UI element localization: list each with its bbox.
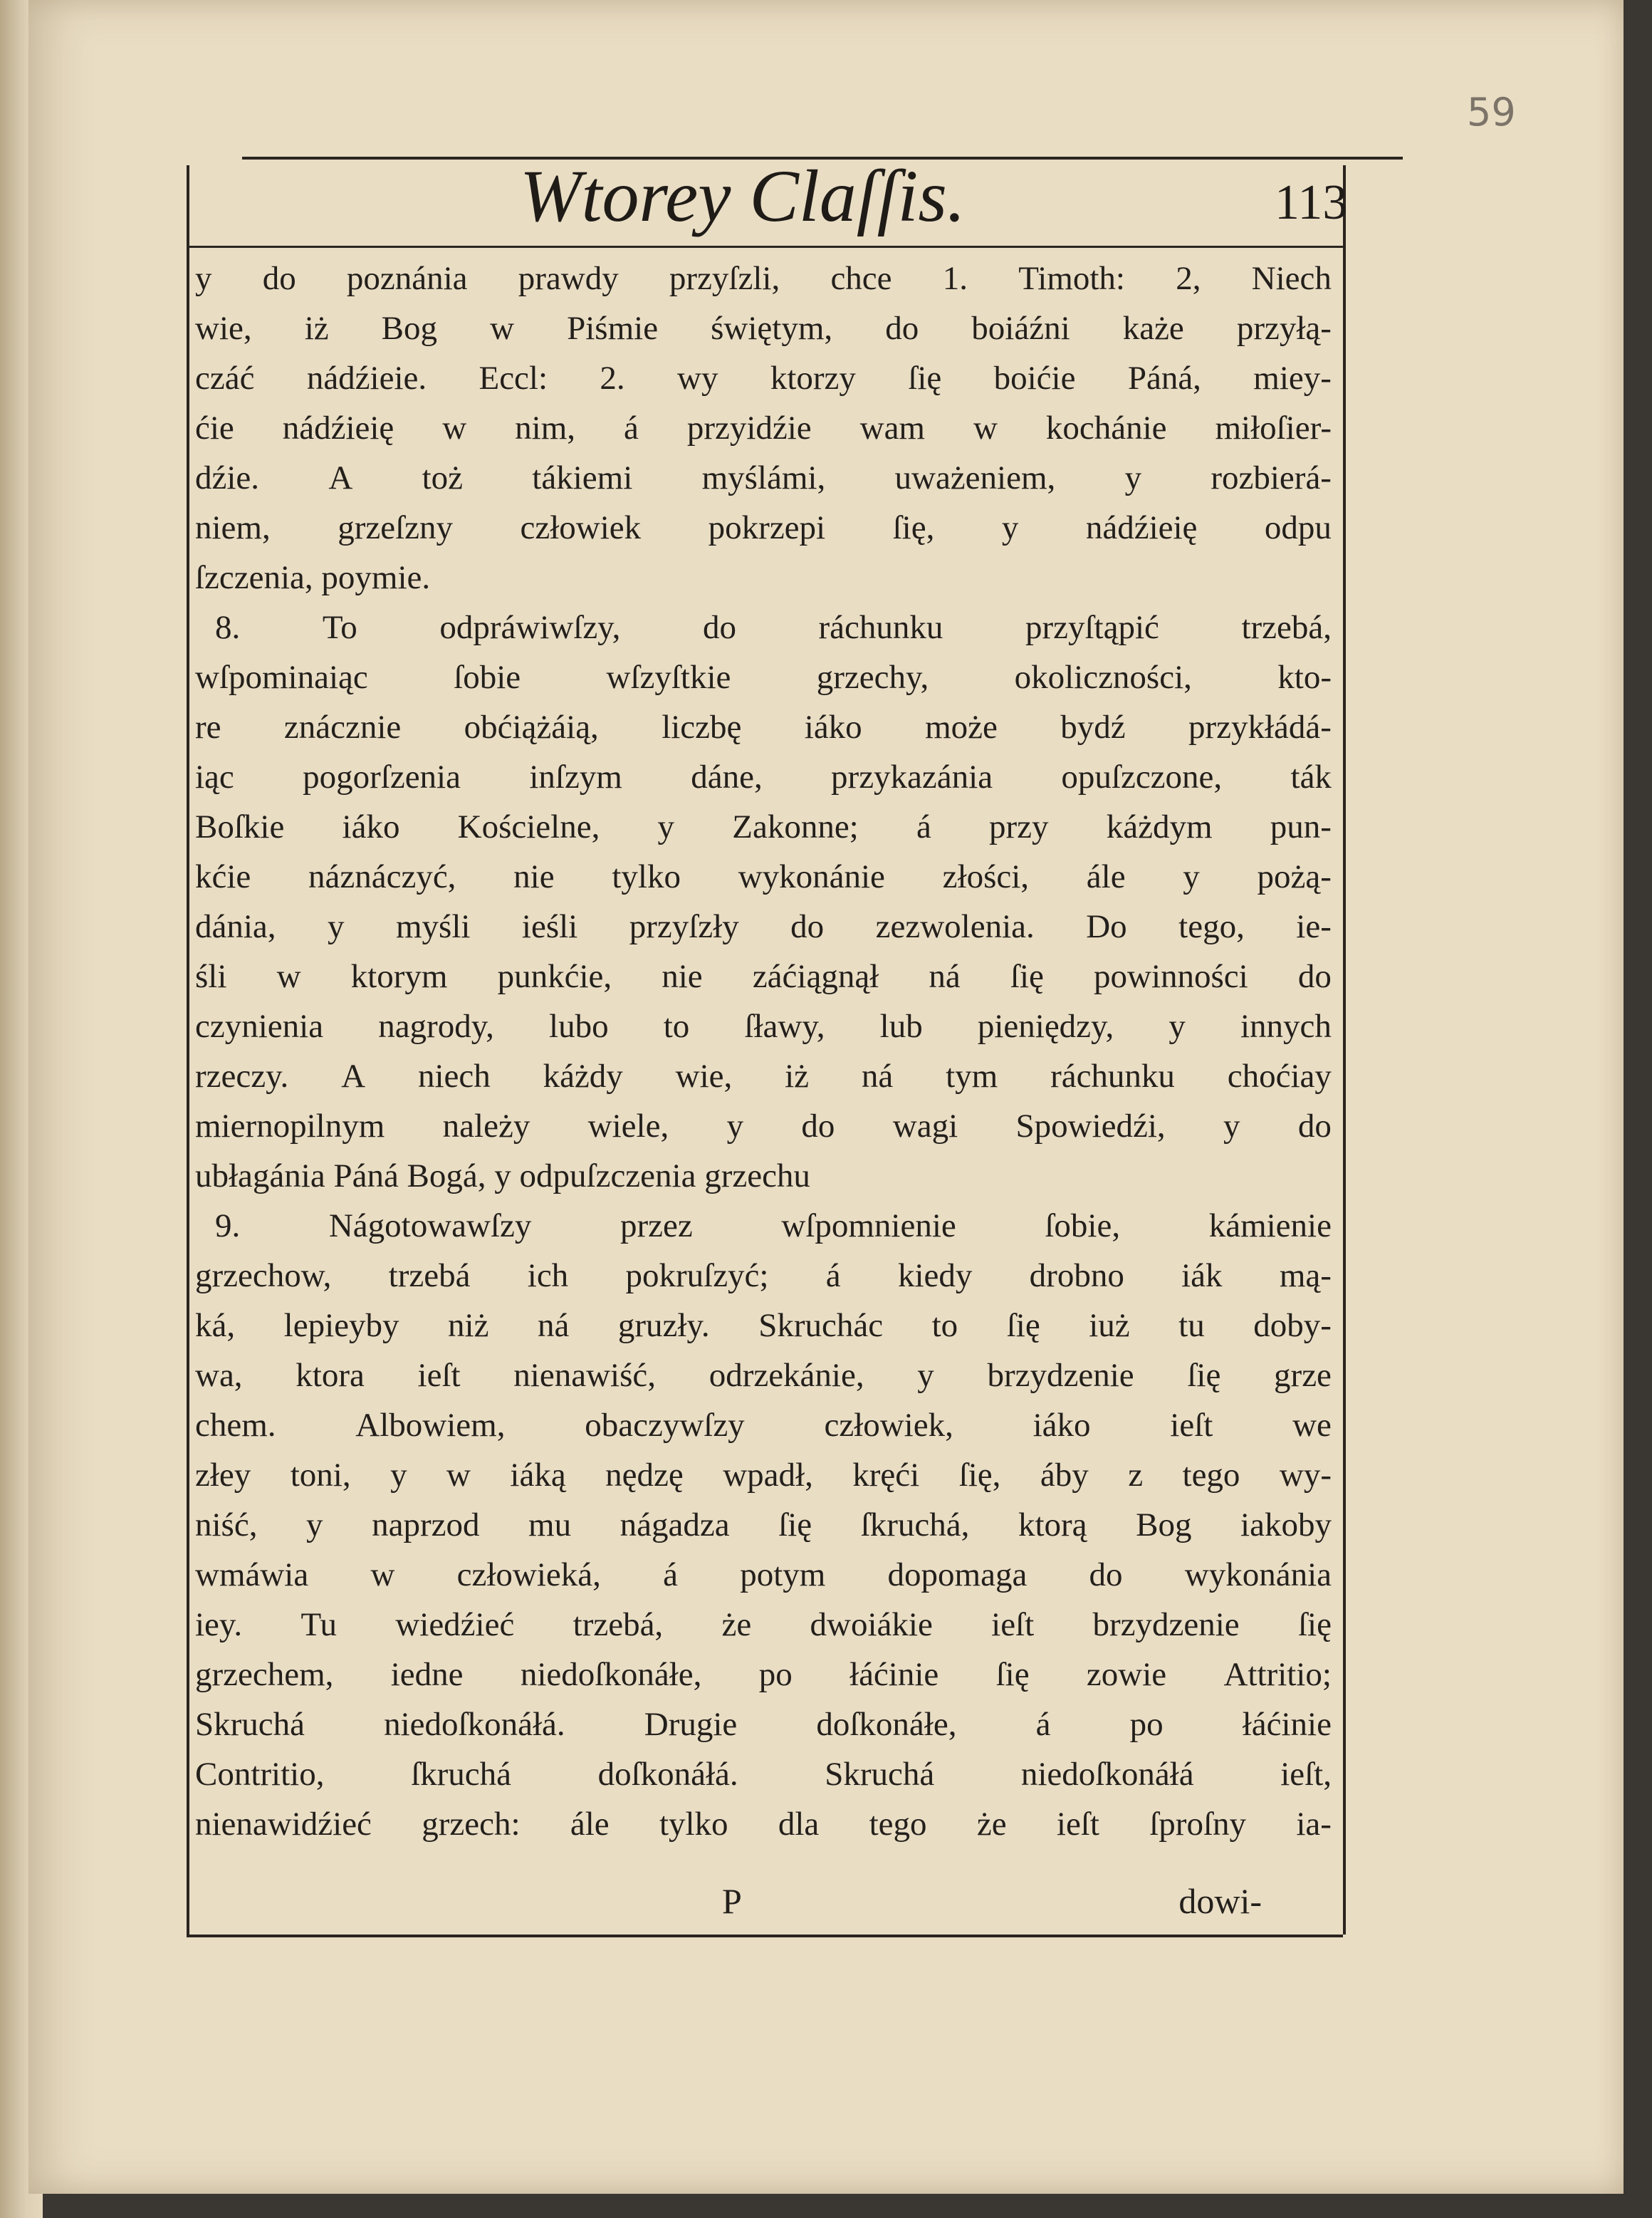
text-line: Skruchá niedoſkonáłá. Drugie doſkonáłe, á po łáćinie — [195, 1706, 1332, 1743]
text-line: niem, grzeſzny człowiek pokrzepi ſię, y nádźieię odpu — [195, 509, 1332, 546]
text-line: re znácznie obćiążáią, liczbę iáko może bydź przykłádá- — [195, 709, 1332, 746]
text-line: wmáwia w człowieká, á potym dopomaga do wykonánia — [195, 1556, 1332, 1593]
text-line: ſzczenia, poymie. — [195, 559, 431, 596]
catchword: dowi- — [1178, 1881, 1262, 1921]
text-line: wa, ktora ieſt nienawiść, odrzekánie, y brzydzenie ſię grze — [195, 1357, 1332, 1394]
title-underline-rule — [187, 246, 1343, 248]
text-line: niść, y naprzod mu nágadza ſię ſkruchá, ktorą Bog iakoby — [195, 1506, 1332, 1543]
signature-mark: P — [722, 1881, 742, 1921]
footer-rule — [187, 1935, 1343, 1937]
text-line: grzechem, iedne niedoſkonáłe, po łáćinie ſię zowie Attritio; — [195, 1656, 1332, 1693]
text-line: chem. Albowiem, obaczywſzy człowiek, iáko ieſt we — [195, 1407, 1332, 1444]
page-footer — [187, 1880, 1340, 1930]
text-line: czynienia nagrody, lubo to ſławy, lub pieniędzy, y innych — [195, 1008, 1332, 1045]
text-line: 9. Nágotowawſzy przez wſpomnienie ſobie, kámienie — [215, 1207, 1332, 1244]
text-line: czáć nádźieie. Eccl: 2. wy ktorzy ſię boićie Páná, miey- — [195, 360, 1332, 397]
text-line: 8. To odpráwiwſzy, do ráchunku przyſtąpić trzebá, — [215, 609, 1332, 646]
body-text — [187, 254, 1340, 1849]
page-number: 113 — [1275, 175, 1348, 230]
text-line: ká, lepieyby niż ná gruzły. Skruchác to ſię iuż tu doby- — [195, 1307, 1332, 1344]
archive-folio-mark: 59 — [1467, 90, 1516, 135]
text-line: wie, iż Bog w Piśmie świętym, do boiáźni każe przyłą- — [195, 310, 1332, 347]
text-line: y do poznánia prawdy przyſzli, chce 1. Timoth: 2, Niech — [195, 260, 1332, 297]
text-line: iąc pogorſzenia inſzym dáne, przykazánia opuſzczone, ták — [195, 759, 1332, 796]
text-line: dánia, y myśli ieśli przyſzły do zezwolenia. Do tego, ie- — [195, 908, 1332, 945]
text-line: ubłagánia Páná Bogá, y odpuſzczenia grzechu — [195, 1157, 810, 1194]
text-line: złey toni, y w iáką nędzę wpadł, kręći ſię, áby z tego wy- — [195, 1457, 1332, 1494]
text-line: kćie náznáczyć, nie tylko wykonánie złości, ále y pożą- — [195, 858, 1332, 895]
text-line: rzeczy. A niech káżdy wie, iż ná tym ráchunku choćiay — [195, 1058, 1332, 1095]
text-line: wſpominaiąc ſobie wſzyſtkie grzechy, okoliczności, kto- — [195, 659, 1332, 696]
text-line: dźie. A toż tákiemi myślámi, uważeniem, y rozbierá- — [195, 459, 1332, 496]
text-line: nienawidźieć grzech: ále tylko dla tego że ieſt ſproſny ia- — [195, 1806, 1332, 1843]
text-line: ćie nádźieię w nim, á przyidźie wam w kochánie miłoſier- — [195, 410, 1332, 447]
text-line: miernopilnym należy wiele, y do wagi Spowiedźi, y do — [195, 1108, 1332, 1145]
text-line: iey. Tu wiedźieć trzebá, że dwoiákie ieſt brzydzenie ſię — [195, 1606, 1332, 1643]
text-line: grzechow, trzebá ich pokruſzyć; á kiedy drobno iák mą- — [195, 1257, 1332, 1294]
text-line: Boſkie iáko Kościelne, y Zakonne; á przy káżdym pun- — [195, 808, 1332, 845]
text-line: śli w ktorym punkćie, nie záćiągnął ná ſię powinności do — [195, 958, 1332, 995]
running-title: Wtorey Claſſis. — [520, 155, 966, 237]
text-line: Contritio, ſkruchá doſkonáłá. Skruchá niedoſkonáłá ieſt, — [195, 1756, 1332, 1793]
